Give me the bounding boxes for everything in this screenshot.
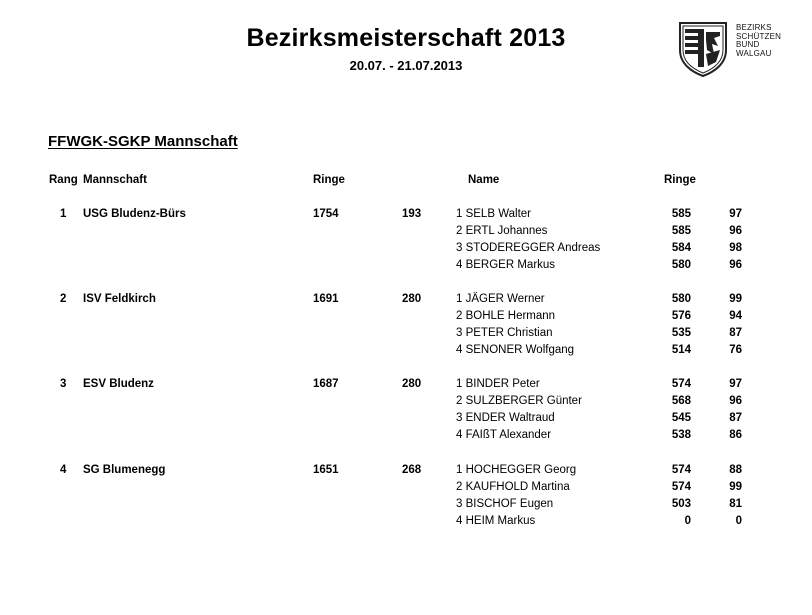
member-tens: 76 (729, 344, 742, 356)
member-row (0, 498, 812, 515)
member-tens: 88 (729, 464, 742, 476)
header-team: Mannschaft (83, 174, 147, 186)
coat-of-arms-icon (676, 20, 730, 78)
logo-line: SCHÜTZEN (736, 31, 782, 41)
member-name: 3 STODEREGGER Andreas (456, 242, 601, 254)
member-rings: 545 (671, 412, 691, 424)
team-rings: 1651 (313, 464, 339, 476)
member-tens: 94 (729, 310, 742, 322)
team-block (0, 378, 812, 450)
team-rings: 1691 (313, 293, 339, 305)
member-row (0, 378, 812, 395)
team-rank: 2 (60, 293, 67, 305)
header-rank: Rang (49, 174, 78, 186)
team-tens: 280 (402, 293, 422, 305)
team-name: USG Bludenz-Bürs (83, 208, 186, 220)
member-rings: 535 (671, 327, 691, 339)
member-tens: 98 (729, 242, 742, 254)
member-name: 1 SELB Walter (456, 208, 531, 220)
member-rings: 580 (671, 259, 691, 271)
member-name: 3 PETER Christian (456, 327, 553, 339)
member-row (0, 464, 812, 481)
member-rings: 0 (684, 515, 691, 527)
member-rings: 585 (671, 225, 691, 237)
team-block (0, 464, 812, 536)
member-name: 1 JÄGER Werner (456, 293, 545, 305)
member-tens: 81 (729, 498, 742, 510)
member-rings: 580 (671, 293, 691, 305)
header-name: Name (468, 174, 500, 186)
member-name: 3 ENDER Waltraud (456, 412, 555, 424)
member-tens: 97 (729, 208, 742, 220)
member-tens: 99 (729, 293, 742, 305)
team-block (0, 208, 812, 280)
member-name: 4 FAIßT Alexander (456, 429, 552, 441)
member-tens: 86 (729, 429, 742, 441)
member-tens: 96 (729, 395, 742, 407)
member-rings: 584 (671, 242, 691, 254)
member-tens: 87 (729, 327, 742, 339)
member-row (0, 327, 812, 344)
member-row (0, 481, 812, 498)
member-rings: 574 (671, 378, 691, 390)
member-name: 2 ERTL Johannes (456, 225, 548, 237)
team-name: ISV Feldkirch (83, 293, 156, 305)
member-tens: 99 (729, 481, 742, 493)
member-row (0, 225, 812, 242)
team-tens: 193 (402, 208, 422, 220)
team-block (0, 293, 812, 365)
member-row (0, 429, 812, 446)
logo-line: WALGAU (736, 48, 772, 58)
member-tens: 96 (729, 259, 742, 271)
team-tens: 280 (402, 378, 422, 390)
member-rings: 574 (671, 464, 691, 476)
section-title: FFWGK-SGKP Mannschaft (48, 133, 238, 150)
member-row (0, 208, 812, 225)
member-row (0, 310, 812, 327)
member-rings: 574 (671, 481, 691, 493)
team-rings: 1687 (313, 378, 339, 390)
header-member-rings: Ringe (664, 174, 696, 186)
team-rank: 1 (60, 208, 67, 220)
team-rank: 3 (60, 378, 67, 390)
member-tens: 97 (729, 378, 742, 390)
member-row (0, 293, 812, 310)
logo-line: BUND (736, 40, 760, 49)
date-range: 20.07. - 21.07.2013 (349, 58, 463, 73)
member-tens: 0 (735, 515, 742, 527)
member-row (0, 242, 812, 259)
member-rings: 585 (671, 208, 691, 220)
member-tens: 87 (729, 412, 742, 424)
member-name: 4 BERGER Markus (456, 259, 556, 271)
member-name: 4 SENONER Wolfgang (456, 344, 575, 356)
team-name: SG Blumenegg (83, 464, 166, 476)
team-tens: 268 (402, 464, 422, 476)
member-rings: 576 (671, 310, 691, 322)
page-title: Bezirksmeisterschaft 2013 (246, 24, 566, 52)
member-name: 2 BOHLE Hermann (456, 310, 556, 322)
member-row (0, 344, 812, 361)
logo-line: BEZIRKS (736, 23, 772, 32)
member-rings: 514 (671, 344, 691, 356)
member-tens: 96 (729, 225, 742, 237)
member-name: 1 BINDER Peter (456, 378, 540, 390)
member-name: 1 HOCHEGGER Georg (456, 464, 577, 476)
team-rank: 4 (60, 464, 67, 476)
header-rings: Ringe (313, 174, 345, 186)
team-name: ESV Bludenz (83, 378, 154, 390)
member-name: 2 SULZBERGER Günter (456, 395, 582, 407)
member-row (0, 412, 812, 429)
logo (676, 20, 788, 80)
member-name: 2 KAUFHOLD Martina (456, 481, 570, 493)
logo-text (736, 24, 781, 58)
member-row (0, 515, 812, 532)
member-name: 4 HEIM Markus (456, 515, 536, 527)
team-rings: 1754 (313, 208, 339, 220)
member-row (0, 395, 812, 412)
member-row (0, 259, 812, 276)
member-name: 3 BISCHOF Eugen (456, 498, 554, 510)
member-rings: 538 (671, 429, 691, 441)
member-rings: 503 (671, 498, 691, 510)
member-rings: 568 (671, 395, 691, 407)
